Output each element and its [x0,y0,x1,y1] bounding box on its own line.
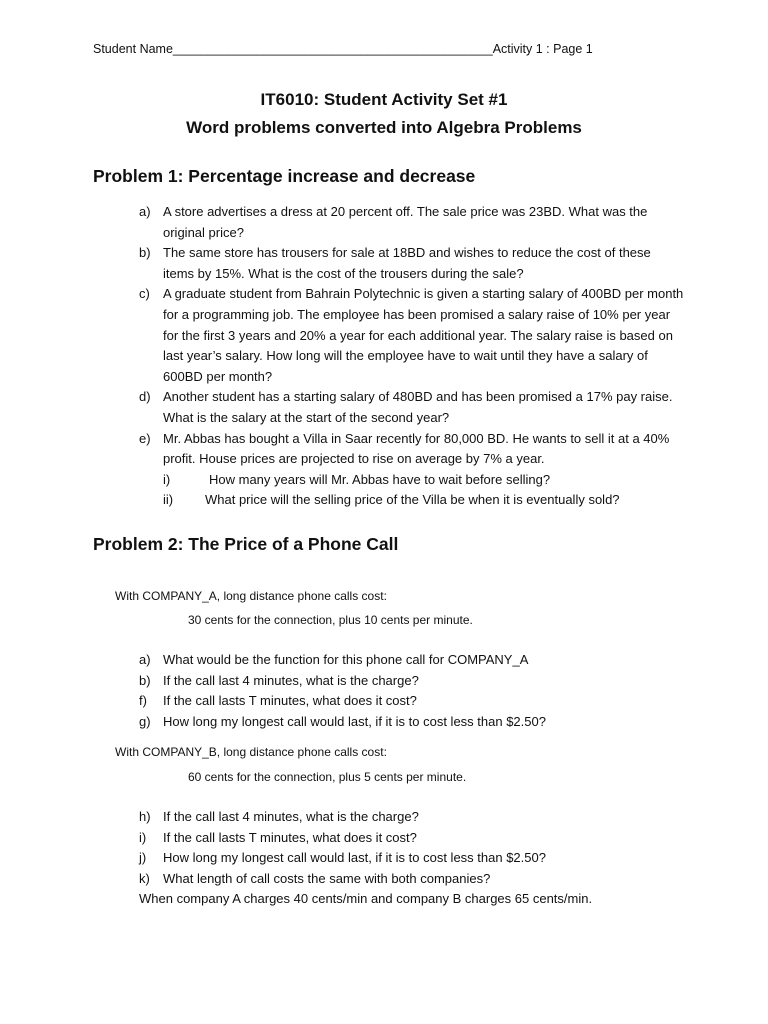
list-item [139,807,684,828]
list-marker: b) [139,245,151,261]
list-item [139,712,684,733]
problem-1-heading: Problem 1: Percentage increase and decrease [93,166,476,186]
problem-2-heading: Problem 2: The Price of a Phone Call [93,534,399,554]
sub-list-item-text: How many years will Mr. Abbas have to wait before selling? [209,471,551,487]
company-a-rate: 30 cents for the connection, plus 10 cents per minute. [188,613,473,627]
list-marker: a) [139,204,151,219]
list-item-text: The same store has trousers for sale at 18BD and wishes to reduce the cost of these items by 15%. What is the cost of the trousers during the sale? [163,245,651,281]
sub-list-item [139,470,684,491]
list-item [139,202,684,243]
company-b-rate: 60 cents for the connection, plus 5 cents per minute. [188,770,467,784]
list-item [139,243,684,284]
company-a-intro: With COMPANY_A, long distance phone calls cost: [115,589,387,603]
list-item [139,650,684,671]
list-marker: h) [139,809,151,824]
page-header: Student Name______________________________________________Activity 1 : Page 1 [93,42,593,56]
document-subtitle: Word problems converted into Algebra Problems [186,118,582,137]
sub-list-item [139,490,684,511]
list-marker: k) [139,870,150,886]
list-marker: a) [139,652,151,667]
list-marker: c) [139,286,150,302]
list-item-text: If the call lasts T minutes, what does it cost? [163,829,417,845]
list-item [139,284,684,387]
list-item [139,429,684,470]
sub-list-marker: ii) [163,492,174,508]
list-item-text: A graduate student from Bahrain Polytechnic is given a starting salary of 400BD per month for a programming job. The employee has been promised a salary raise of 10% per year for the first 3 years and 20% a year for each additional year. The salary raise is based on last year’s salary. How long will the employee have to wait until they have a salary of 600BD per month? [163,286,684,384]
list-marker: e) [139,430,151,446]
sub-list-item-text: What price will the selling price of the Villa be when it is eventually sold? [205,492,620,508]
list-item-text: What length of call costs the same with both companies? [163,870,491,886]
list-item-text: If the call last 4 minutes, what is the charge? [163,809,419,824]
company-b-questions [139,807,684,910]
list-item [139,691,684,712]
list-marker: f) [139,693,147,709]
list-item-text: What would be the function for this phone call for COMPANY_A [163,652,529,667]
list-item [139,828,684,849]
list-item-text: Mr. Abbas has bought a Villa in Saar recently for 80,000 BD. He wants to sell it at a 40% profit. House prices are projected to rise on average by 7% a year. [163,430,670,467]
list-item-text: If the call lasts T minutes, what does it cost? [163,693,417,709]
sub-list-marker: i) [163,471,171,487]
list-item-text: A store advertises a dress at 20 percent off. The sale price was 23BD. What was the original price? [163,204,648,240]
list-marker: i) [139,829,147,845]
list-item [139,671,684,692]
company-a-questions [139,650,684,732]
problem-1-list [139,202,684,511]
list-marker: b) [139,672,151,688]
list-item-text: How long my longest call would last, if it is to cost less than $2.50? [163,850,546,866]
list-item-text: If the call last 4 minutes, what is the charge? [163,672,419,688]
list-marker: j) [139,850,147,866]
document-title: IT6010: Student Activity Set #1 [260,90,508,109]
company-b-intro: With COMPANY_B, long distance phone calls cost: [115,745,387,759]
list-item [139,869,684,890]
list-marker: g) [139,713,151,729]
list-item-text: Another student has a starting salary of 480BD and has been promised a 17% pay raise. What is the salary at the start of the second year? [163,389,673,425]
list-marker: d) [139,389,151,405]
closing-note: When company A charges 40 cents/min and company B charges 65 cents/min. [139,891,593,907]
list-item-text: How long my longest call would last, if it is to cost less than $2.50? [163,713,546,729]
list-item [139,848,684,869]
list-item [139,387,684,428]
